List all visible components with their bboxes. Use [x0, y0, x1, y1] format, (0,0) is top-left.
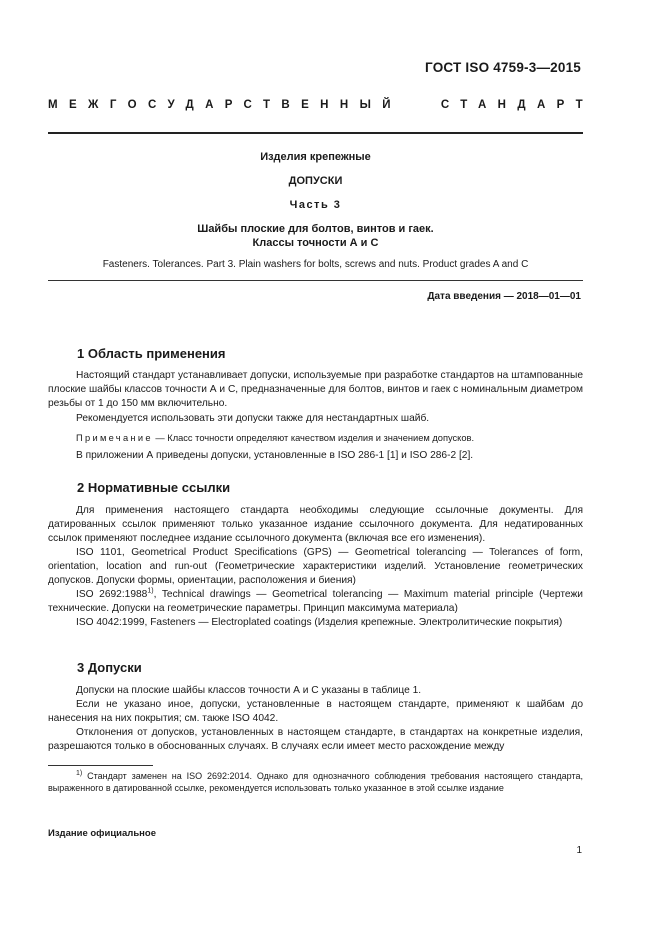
title-main: ДОПУСКИ [288, 175, 343, 187]
section-1-note [48, 431, 583, 445]
footnote [48, 770, 583, 794]
section-2-title: 2 Нормативные ссылки [77, 480, 231, 495]
section-1-paragraph-3 [48, 449, 583, 463]
reference-text: ISO 1101, Geometrical Product Specifications (GPS) — Geometrical tolerancing — Tolerances of form, orientation, location and run-out (Геометрические характеристики изделий. Установление геометрических допусков. Допуски формы, ориентации, расположения и биения) [48, 547, 583, 586]
introduction-date: Дата введения — 2018—01—01 [427, 291, 581, 302]
section-2-reference-iso2692 [48, 588, 583, 616]
paragraph-text: Отклонения от допусков, установленных в настоящем стандарте, в стандартах на конкретные изделия, разрешаются только в обоснованных случаях. В случаях если имеет место расхождение между [48, 727, 583, 752]
note-text: — Класс точности определяют качеством изделия и значением допусков. [152, 433, 475, 443]
title-subtitle-line2: Классы точности А и С [252, 237, 379, 249]
reference-text: , Technical drawings — Geometrical tolerancing — Maximum material principle (Чертежи технические. Допуски на геометрические параметры. Принцип максимума материала) [48, 589, 583, 614]
section-2-paragraph-1 [48, 504, 583, 546]
section-1-title: 1 Область применения [77, 346, 226, 361]
header-rule [48, 132, 583, 134]
title-group: Изделия крепежные [260, 151, 371, 163]
standard-number: ГОСТ ISO 4759-3—2015 [425, 60, 581, 75]
reference-text: ISO 4042:1999, Fasteners — Electroplated coatings (Изделия крепежные. Электролитические покрытия) [76, 617, 563, 628]
page-number: 1 [576, 845, 582, 856]
footnote-marker[interactable]: 1) [147, 587, 154, 595]
paragraph-text: Рекомендуется использовать эти допуски также для нестандартных шайб. [76, 413, 430, 424]
paragraph-text: Если не указано иное, допуски, установленные в настоящем стандарте, применяют к шайбам до нанесения на них покрытия; см. также ISO 4042. [48, 699, 583, 724]
paragraph-text: Настоящий стандарт устанавливает допуски, используемые при разработке стандартов на штампованные плоские шайбы классов точности А и С, предназначенные для болтов, винтов и гаек с номинальным диаметром резьбы от 1 до 150 мм включительно. [48, 370, 583, 409]
section-3-title: 3 Допуски [77, 660, 142, 675]
title-english: Fasteners. Tolerances. Part 3. Plain washers for bolts, screws and nuts. Product grades A and C [102, 259, 529, 270]
section-1-paragraph-2 [48, 412, 583, 426]
section-1-paragraph-1 [48, 369, 583, 411]
official-edition-label: Издание официальное [48, 828, 156, 839]
title-subtitle-line1: Шайбы плоские для болтов, винтов и гаек. [197, 223, 434, 235]
banner-word-interstate: МЕЖГОСУДАРСТВЕННЫЙ [48, 99, 402, 111]
title-rule [48, 280, 583, 281]
footnote-mark: 1) [76, 770, 83, 777]
reference-text: ISO 2692:1988 [76, 589, 148, 600]
paragraph-text: Для применения настоящего стандарта необходимы следующие ссылочные документы. Для датированных ссылок применяют только указанное издание ссылочного документа. Для недатированных ссылок применяют последнее издание ссылочного документа (включая все его изменения). [48, 505, 583, 544]
banner-word-standard: СТАНДАРТ [440, 99, 594, 111]
section-2-reference-iso4042 [48, 616, 583, 630]
standard-banner [48, 99, 594, 111]
section-3-paragraph-3 [48, 726, 583, 754]
section-3-paragraph-1 [48, 684, 583, 698]
note-label: Примечание [76, 433, 153, 443]
title-part: Часть 3 [289, 199, 342, 211]
paragraph-text: Допуски на плоские шайбы классов точности А и С указаны в таблице 1. [76, 685, 422, 696]
paragraph-text: В приложении А приведены допуски, установленные в ISO 286-1 [1] и ISO 286-2 [2]. [76, 450, 474, 461]
footnote-rule [48, 765, 153, 766]
section-2-reference-iso1101 [48, 546, 583, 588]
footnote-text: Стандарт заменен на ISO 2692:2014. Однако для однозначного соблюдения требования настоящего стандарта, выраженного в датированной ссылке, рекомендуется использовать только указанное в этой ссылке издание [48, 771, 583, 793]
section-3-paragraph-2 [48, 698, 583, 726]
